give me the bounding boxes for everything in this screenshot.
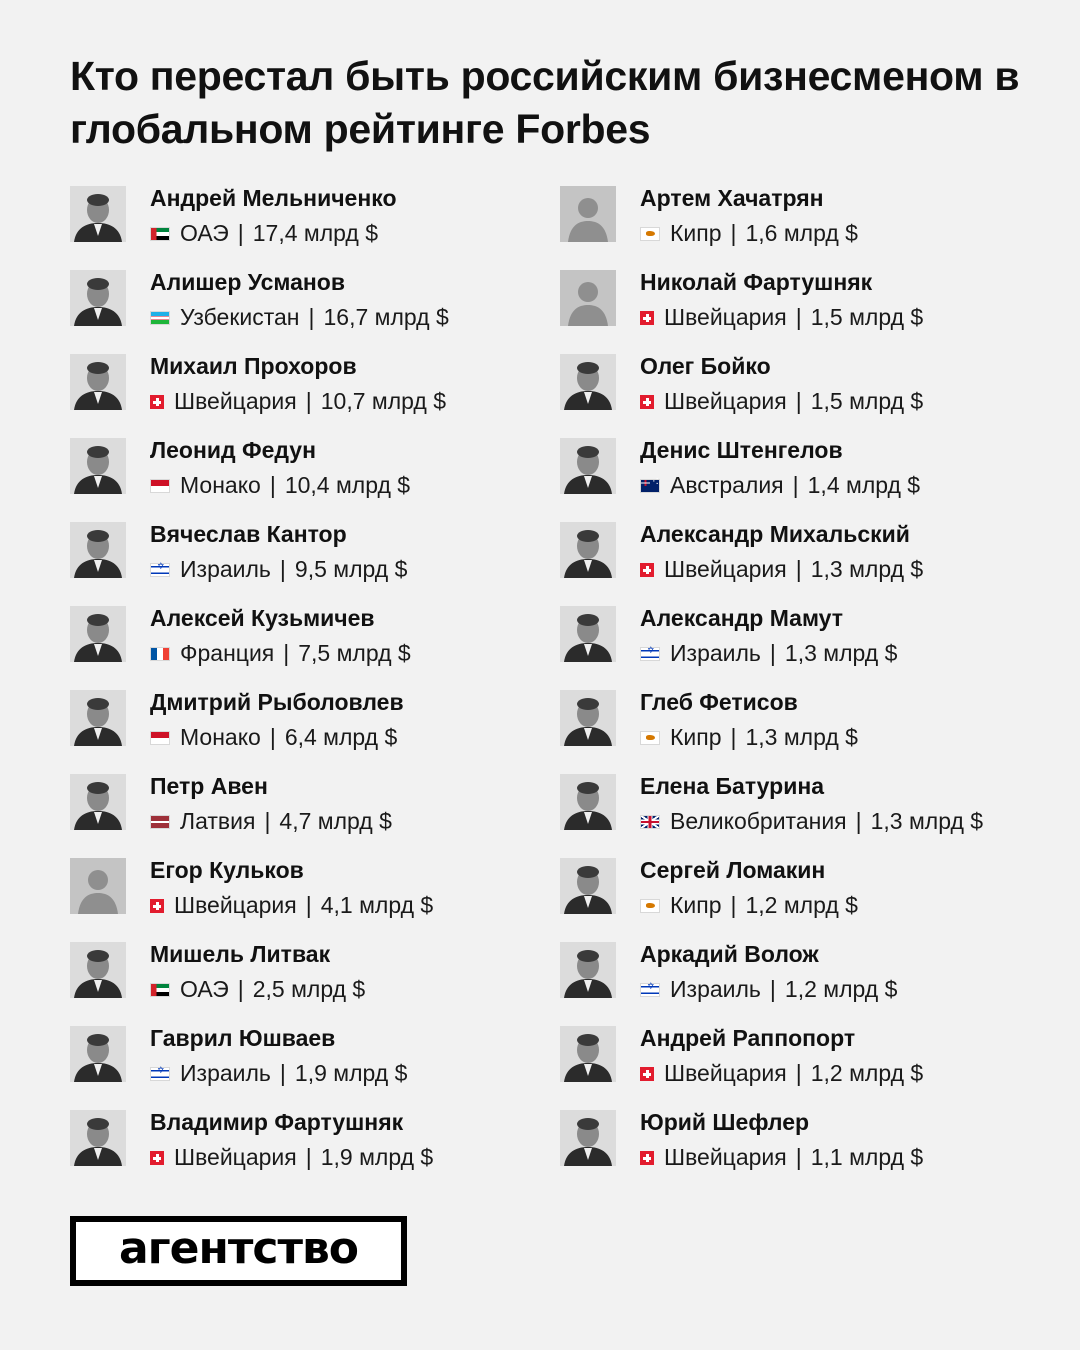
person-photo bbox=[70, 774, 126, 830]
person-photo bbox=[70, 942, 126, 998]
person-meta bbox=[150, 472, 410, 499]
person-country: Узбекистан bbox=[180, 304, 300, 330]
person-meta bbox=[150, 724, 397, 751]
swiss-flag-icon bbox=[150, 395, 164, 409]
israel-flag-icon bbox=[150, 1067, 170, 1081]
person-photo bbox=[70, 522, 126, 578]
person-photo bbox=[70, 354, 126, 410]
person-meta bbox=[640, 220, 858, 247]
person-meta bbox=[150, 892, 433, 919]
person-photo bbox=[70, 690, 126, 746]
person-meta bbox=[640, 556, 923, 583]
separator: | bbox=[769, 640, 776, 666]
person-country: ОАЭ bbox=[180, 976, 229, 1002]
person-net-worth: 1,5 млрд $ bbox=[810, 304, 924, 330]
person-meta bbox=[150, 808, 392, 835]
person-photo bbox=[560, 522, 616, 578]
person-net-worth: 1,3 млрд $ bbox=[810, 556, 924, 582]
person-net-worth: 1,2 млрд $ bbox=[810, 1060, 924, 1086]
israel-flag-icon bbox=[150, 563, 170, 577]
person-meta bbox=[640, 808, 983, 835]
person-net-worth: 1,6 млрд $ bbox=[745, 220, 858, 246]
person-photo bbox=[70, 606, 126, 662]
person-meta bbox=[150, 976, 365, 1003]
person-country: Швейцария bbox=[664, 1144, 787, 1170]
uae-flag-icon bbox=[150, 983, 170, 997]
person-name: Егор Кульков bbox=[150, 857, 304, 883]
person-name: Артем Хачатрян bbox=[640, 185, 824, 211]
separator: | bbox=[305, 892, 312, 918]
separator: | bbox=[283, 640, 290, 666]
person-photo bbox=[70, 270, 126, 326]
person-photo bbox=[560, 1026, 616, 1082]
separator: | bbox=[795, 1144, 802, 1170]
person-name: Сергей Ломакин bbox=[640, 857, 826, 883]
person-meta bbox=[640, 640, 897, 667]
person-country: Швейцария bbox=[174, 388, 297, 414]
latvia-flag-icon bbox=[150, 815, 170, 829]
person-name: Олег Бойко bbox=[640, 353, 771, 379]
separator: | bbox=[730, 220, 737, 246]
uk-flag-icon bbox=[640, 815, 660, 829]
person-net-worth: 1,3 млрд $ bbox=[784, 640, 898, 666]
person-name: Леонид Федун bbox=[150, 437, 316, 463]
person-net-worth: 7,5 млрд $ bbox=[298, 640, 411, 666]
separator: | bbox=[855, 808, 862, 834]
person-country: Израиль bbox=[180, 1060, 271, 1086]
person-meta bbox=[640, 892, 858, 919]
separator: | bbox=[305, 1144, 312, 1170]
person-photo bbox=[560, 354, 616, 410]
person-net-worth: 4,1 млрд $ bbox=[320, 892, 434, 918]
person-net-worth: 1,9 млрд $ bbox=[294, 1060, 408, 1086]
person-country: Кипр bbox=[670, 724, 722, 750]
person-name: Николай Фартушняк bbox=[640, 269, 873, 295]
person-photo bbox=[560, 690, 616, 746]
person-photo bbox=[560, 858, 616, 914]
person-net-worth: 1,9 млрд $ bbox=[320, 1144, 434, 1170]
separator: | bbox=[795, 1060, 802, 1086]
swiss-flag-icon bbox=[150, 1151, 164, 1165]
person-meta bbox=[640, 304, 923, 331]
uae-flag-icon bbox=[150, 227, 170, 241]
swiss-flag-icon bbox=[640, 1067, 654, 1081]
separator: | bbox=[264, 808, 271, 834]
person-photo bbox=[70, 186, 126, 242]
person-net-worth: 1,5 млрд $ bbox=[810, 388, 924, 414]
person-country: Швейцария bbox=[664, 1060, 787, 1086]
cyprus-flag-icon bbox=[640, 731, 660, 745]
person-photo bbox=[560, 606, 616, 662]
swiss-flag-icon bbox=[640, 395, 654, 409]
person-net-worth: 6,4 млрд $ bbox=[284, 724, 398, 750]
person-country: Монако bbox=[180, 472, 261, 498]
agentstvo-logo bbox=[70, 1216, 407, 1286]
person-meta bbox=[640, 1144, 923, 1171]
france-flag-icon bbox=[150, 647, 170, 661]
separator: | bbox=[792, 472, 799, 498]
person-photo bbox=[70, 438, 126, 494]
person-photo bbox=[70, 1026, 126, 1082]
person-name: Александр Мамут bbox=[640, 605, 843, 631]
person-country: Швейцария bbox=[174, 1144, 297, 1170]
placeholder-avatar-icon bbox=[70, 858, 126, 914]
person-country: Швейцария bbox=[664, 304, 787, 330]
person-country: Кипр bbox=[670, 220, 722, 246]
person-name: Андрей Мельниченко bbox=[150, 185, 397, 211]
placeholder-avatar-icon bbox=[560, 186, 616, 242]
person-photo bbox=[70, 1110, 126, 1166]
person-country: Кипр bbox=[670, 892, 722, 918]
person-net-worth: 2,5 млрд $ bbox=[252, 976, 366, 1002]
person-net-worth: 1,4 млрд $ bbox=[807, 472, 921, 498]
person-name: Александр Михальский bbox=[640, 521, 910, 547]
person-meta bbox=[150, 220, 378, 247]
separator: | bbox=[730, 724, 737, 750]
person-name: Вячеслав Кантор bbox=[150, 521, 347, 547]
person-country: Швейцария bbox=[174, 892, 297, 918]
person-name: Дмитрий Рыболовлев bbox=[150, 689, 404, 715]
person-name: Алексей Кузьмичев bbox=[150, 605, 375, 631]
person-country: Израиль bbox=[670, 976, 761, 1002]
person-net-worth: 10,7 млрд $ bbox=[320, 388, 446, 414]
person-name: Петр Авен bbox=[150, 773, 268, 799]
separator: | bbox=[795, 304, 802, 330]
person-name: Аркадий Волож bbox=[640, 941, 819, 967]
israel-flag-icon bbox=[640, 647, 660, 661]
separator: | bbox=[279, 556, 286, 582]
monaco-flag-icon bbox=[150, 479, 170, 493]
person-meta bbox=[150, 1144, 433, 1171]
person-net-worth: 16,7 млрд $ bbox=[323, 304, 449, 330]
page-title: Кто перестал быть российским бизнесменом в глобальном рейтинге Forbes bbox=[70, 53, 1020, 152]
person-net-worth: 1,2 млрд $ bbox=[745, 892, 858, 918]
person-country: Монако bbox=[180, 724, 261, 750]
separator: | bbox=[279, 1060, 286, 1086]
person-net-worth: 1,2 млрд $ bbox=[784, 976, 898, 1002]
swiss-flag-icon bbox=[640, 311, 654, 325]
person-name: Юрий Шефлер bbox=[640, 1109, 810, 1135]
person-net-worth: 17,4 млрд $ bbox=[252, 220, 379, 246]
person-name: Алишер Усманов bbox=[150, 269, 345, 295]
monaco-flag-icon bbox=[150, 731, 170, 745]
swiss-flag-icon bbox=[150, 899, 164, 913]
person-country: Израиль bbox=[670, 640, 761, 666]
swiss-flag-icon bbox=[640, 563, 654, 577]
person-name: Гаврил Юшваев bbox=[150, 1025, 336, 1051]
person-net-worth: 10,4 млрд $ bbox=[284, 472, 411, 498]
person-meta bbox=[150, 388, 446, 415]
person-net-worth: 4,7 млрд $ bbox=[279, 808, 392, 834]
separator: | bbox=[730, 892, 737, 918]
person-meta bbox=[640, 724, 858, 751]
person-name: Мишель Литвак bbox=[150, 941, 331, 967]
person-net-worth: 1,3 млрд $ bbox=[745, 724, 858, 750]
person-name: Елена Батурина bbox=[640, 773, 825, 799]
person-photo bbox=[560, 774, 616, 830]
person-photo bbox=[560, 1110, 616, 1166]
separator: | bbox=[305, 388, 312, 414]
separator: | bbox=[308, 304, 315, 330]
person-country: Швейцария bbox=[664, 556, 787, 582]
person-name: Глеб Фетисов bbox=[640, 689, 798, 715]
separator: | bbox=[269, 724, 276, 750]
cyprus-flag-icon bbox=[640, 899, 660, 913]
separator: | bbox=[269, 472, 276, 498]
swiss-flag-icon bbox=[640, 1151, 654, 1165]
logo-text: агентство bbox=[118, 1223, 359, 1274]
separator: | bbox=[769, 976, 776, 1002]
person-country: ОАЭ bbox=[180, 220, 229, 246]
person-country: Швейцария bbox=[664, 388, 787, 414]
person-meta bbox=[640, 388, 923, 415]
separator: | bbox=[795, 388, 802, 414]
person-net-worth: 9,5 млрд $ bbox=[294, 556, 408, 582]
person-name: Андрей Раппопорт bbox=[640, 1025, 856, 1051]
person-name: Денис Штенгелов bbox=[640, 437, 843, 463]
person-meta bbox=[150, 556, 407, 583]
person-photo bbox=[560, 438, 616, 494]
israel-flag-icon bbox=[640, 983, 660, 997]
person-country: Латвия bbox=[180, 808, 256, 834]
uzb-flag-icon bbox=[150, 311, 170, 325]
australia-flag-icon bbox=[640, 479, 660, 493]
separator: | bbox=[237, 220, 244, 246]
person-name: Михаил Прохоров bbox=[150, 353, 357, 379]
person-name: Владимир Фартушняк bbox=[150, 1109, 404, 1135]
placeholder-avatar-icon bbox=[560, 270, 616, 326]
person-meta bbox=[150, 1060, 407, 1087]
separator: | bbox=[237, 976, 244, 1002]
cyprus-flag-icon bbox=[640, 227, 660, 241]
person-net-worth: 1,1 млрд $ bbox=[810, 1144, 924, 1170]
person-country: Австралия bbox=[670, 472, 784, 498]
person-country: Франция bbox=[180, 640, 275, 666]
person-meta bbox=[150, 304, 449, 331]
person-meta bbox=[640, 976, 897, 1003]
person-net-worth: 1,3 млрд $ bbox=[870, 808, 984, 834]
person-meta bbox=[640, 472, 920, 499]
person-photo bbox=[560, 942, 616, 998]
person-country: Израиль bbox=[180, 556, 271, 582]
separator: | bbox=[795, 556, 802, 582]
person-meta bbox=[640, 1060, 923, 1087]
person-country: Великобритания bbox=[670, 808, 847, 834]
person-meta bbox=[150, 640, 411, 667]
